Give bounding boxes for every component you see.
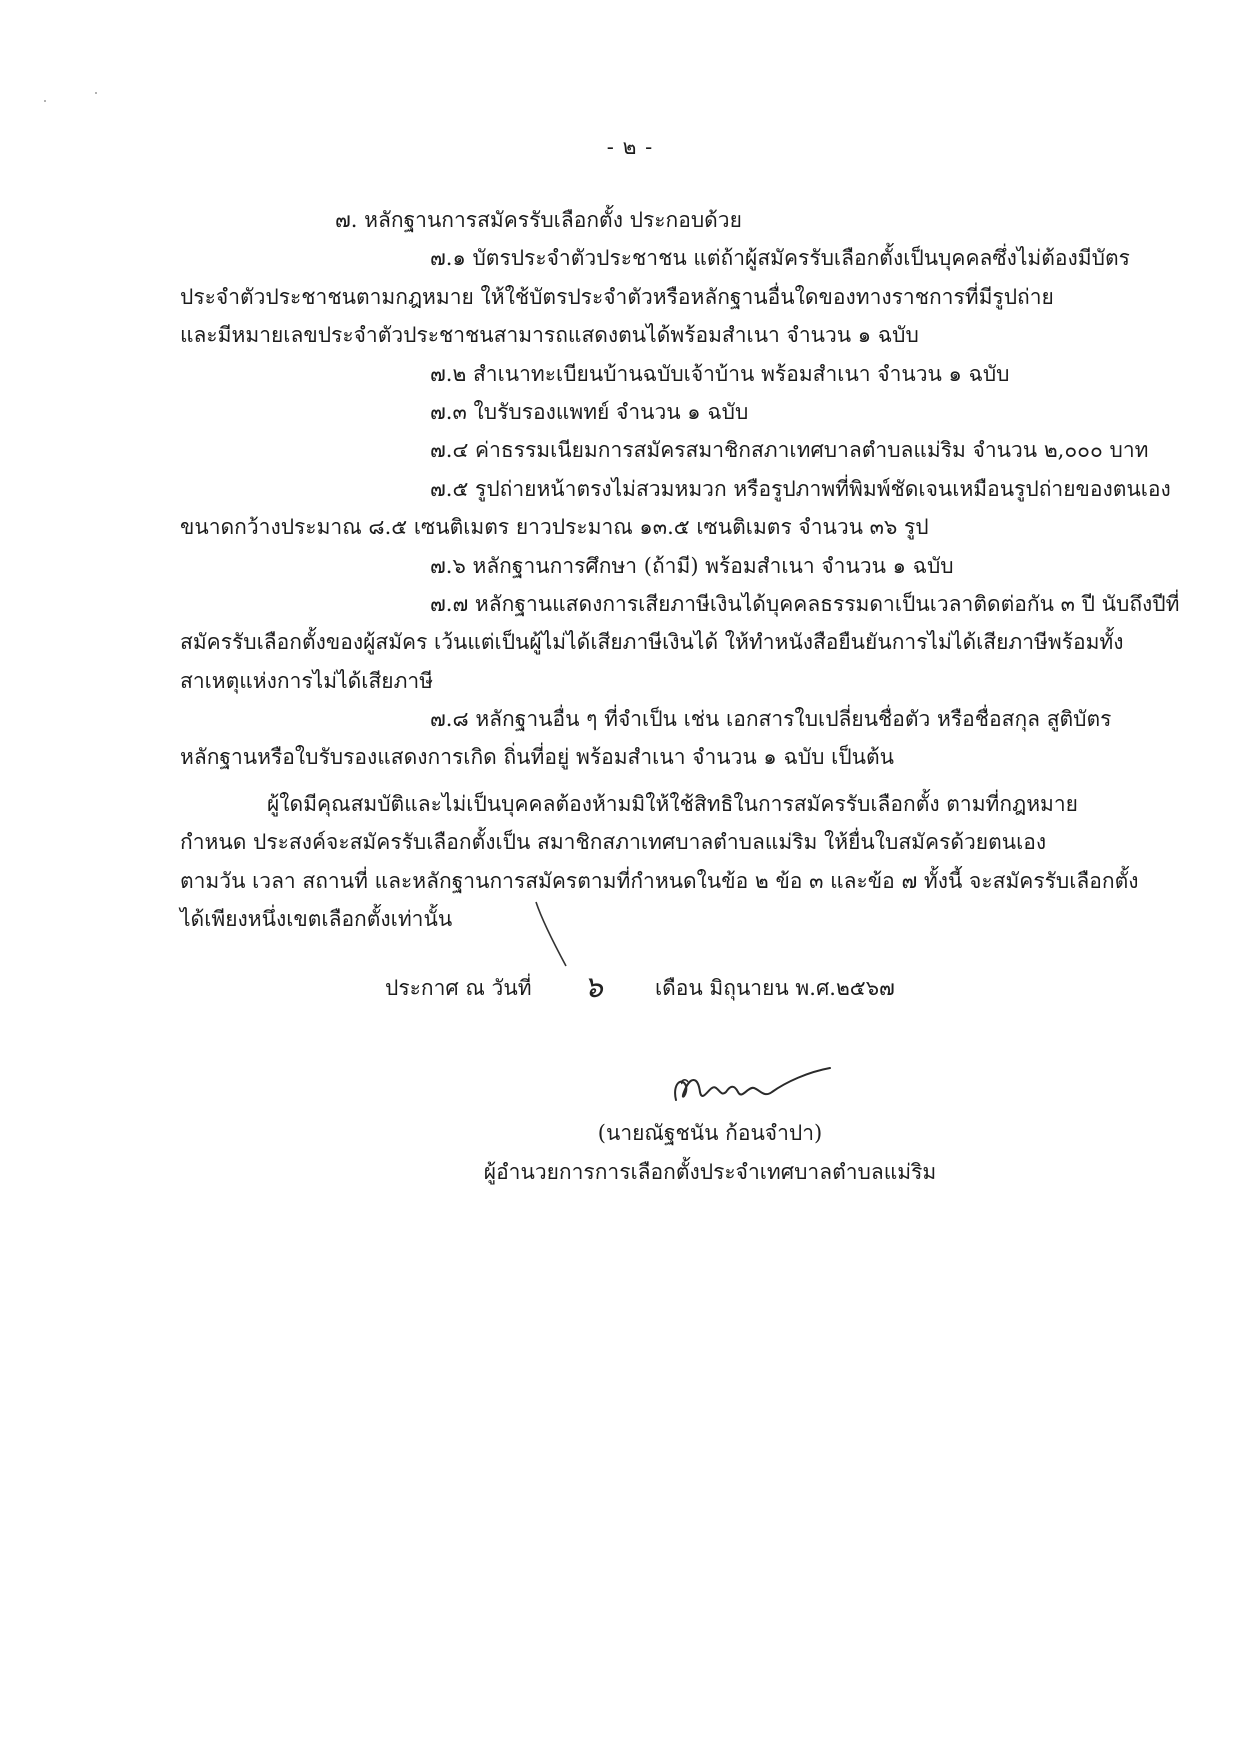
item-7-1-cont: และมีหมายเลขประจำตัวประชาชนสามารถแสดงตนได้พร้อมสำเนา จำนวน ๑ ฉบับ [180, 323, 919, 348]
scan-speck [95, 92, 97, 94]
item-7-2: ๗.๒ สำเนาทะเบียนบ้านฉบับเจ้าบ้าน พร้อมสำเนา จำนวน ๑ ฉบับ [430, 361, 1010, 386]
item-7-7-cont: สมัครรับเลือกตั้งของผู้สมัคร เว้นแต่เป็นผู้ไม่ได้เสียภาษีเงินได้ ให้ทำหนังสือยืนยันการไม่ได้เสียภาษีพร้อมทั้ง [180, 630, 1124, 655]
handwritten-stroke [532, 900, 572, 970]
signer-title: ผู้อำนวยการการเลือกตั้งประจำเทศบาลตำบลแม่ริม [483, 1160, 937, 1184]
item-7-1: ๗.๑ บัตรประจำตัวประชาชน แต่ถ้าผู้สมัครรับเลือกตั้งเป็นบุคคลซึ่งไม่ต้องมีบัตร [430, 246, 1130, 271]
closing-paragraph-cont: ตามวัน เวลา สถานที่ และหลักฐานการสมัครตามที่กำหนดในข้อ ๒ ข้อ ๓ และข้อ ๗ ทั้งนี้ จะสมัครรับเลือกตั้ง [180, 868, 1139, 893]
announcement-prefix: ประกาศ ณ วันที่ [385, 976, 532, 1000]
page-number: - ๒ - [606, 135, 654, 159]
item-7-5: ๗.๕ รูปถ่ายหน้าตรงไม่สวมหมวก หรือรูปภาพที่พิมพ์ชัดเจนเหมือนรูปถ่ายของตนเอง [430, 476, 1171, 501]
closing-paragraph-cont: กำหนด ประสงค์จะสมัครรับเลือกตั้งเป็น สมาชิกสภาเทศบาลตำบลแม่ริม ให้ยื่นใบสมัครด้วยตนเอง [180, 830, 1047, 855]
announcement-month-year: เดือน มิถุนายน พ.ศ.๒๕๖๗ [654, 976, 895, 1000]
document-body [180, 201, 1180, 938]
signer-name: (นายณัฐชนัน ก้อนจำปา) [597, 1121, 823, 1145]
handwritten-signature [668, 1062, 838, 1112]
item-7-7-cont: สาเหตุแห่งการไม่ได้เสียภาษี [180, 668, 434, 693]
item-7-1-cont: ประจำตัวประชาชนตามกฎหมาย ให้ใช้บัตรประจำตัวหรือหลักฐานอื่นใดของทางราชการที่มีรูปถ่าย [180, 284, 1054, 309]
item-7-8-cont: หลักฐานหรือใบรับรองแสดงการเกิด ถิ่นที่อยู่ พร้อมสำเนา จำนวน ๑ ฉบับ เป็นต้น [180, 745, 894, 770]
item-7-4: ๗.๔ ค่าธรรมเนียมการสมัครสมาชิกสภาเทศบาลตำบลแม่ริม จำนวน ๒,๐๐๐ บาท [430, 438, 1149, 463]
closing-paragraph-cont: ได้เพียงหนึ่งเขตเลือกตั้งเท่านั้น [180, 907, 453, 932]
section-heading: ๗. หลักฐานการสมัครรับเลือกตั้ง ประกอบด้วย [335, 208, 742, 232]
closing-paragraph: ผู้ใดมีคุณสมบัติและไม่เป็นบุคคลต้องห้ามมิให้ใช้สิทธิในการสมัครรับเลือกตั้ง ตามที่กฎหมาย [267, 791, 1078, 816]
item-7-7: ๗.๗ หลักฐานแสดงการเสียภาษีเงินได้บุคคลธรรมดาเป็นเวลาติดต่อกัน ๓ ปี นับถึงปีที่ [430, 591, 1180, 616]
announcement-day: ๖ [583, 970, 603, 1005]
item-7-5-cont: ขนาดกว้างประมาณ ๘.๕ เซนติเมตร ยาวประมาณ ๑๓.๕ เซนติเมตร จำนวน ๓๖ รูป [180, 515, 929, 540]
item-7-6: ๗.๖ หลักฐานการศึกษา (ถ้ามี) พร้อมสำเนา จำนวน ๑ ฉบับ [430, 553, 954, 578]
item-7-8: ๗.๘ หลักฐานอื่น ๆ ที่จำเป็น เช่น เอกสารใบเปลี่ยนชื่อตัว หรือชื่อสกุล สูติบัตร [430, 707, 1112, 732]
scan-speck [44, 100, 46, 102]
announcement-date [385, 962, 895, 1009]
item-7-3: ๗.๓ ใบรับรองแพทย์ จำนวน ๑ ฉบับ [430, 399, 749, 424]
